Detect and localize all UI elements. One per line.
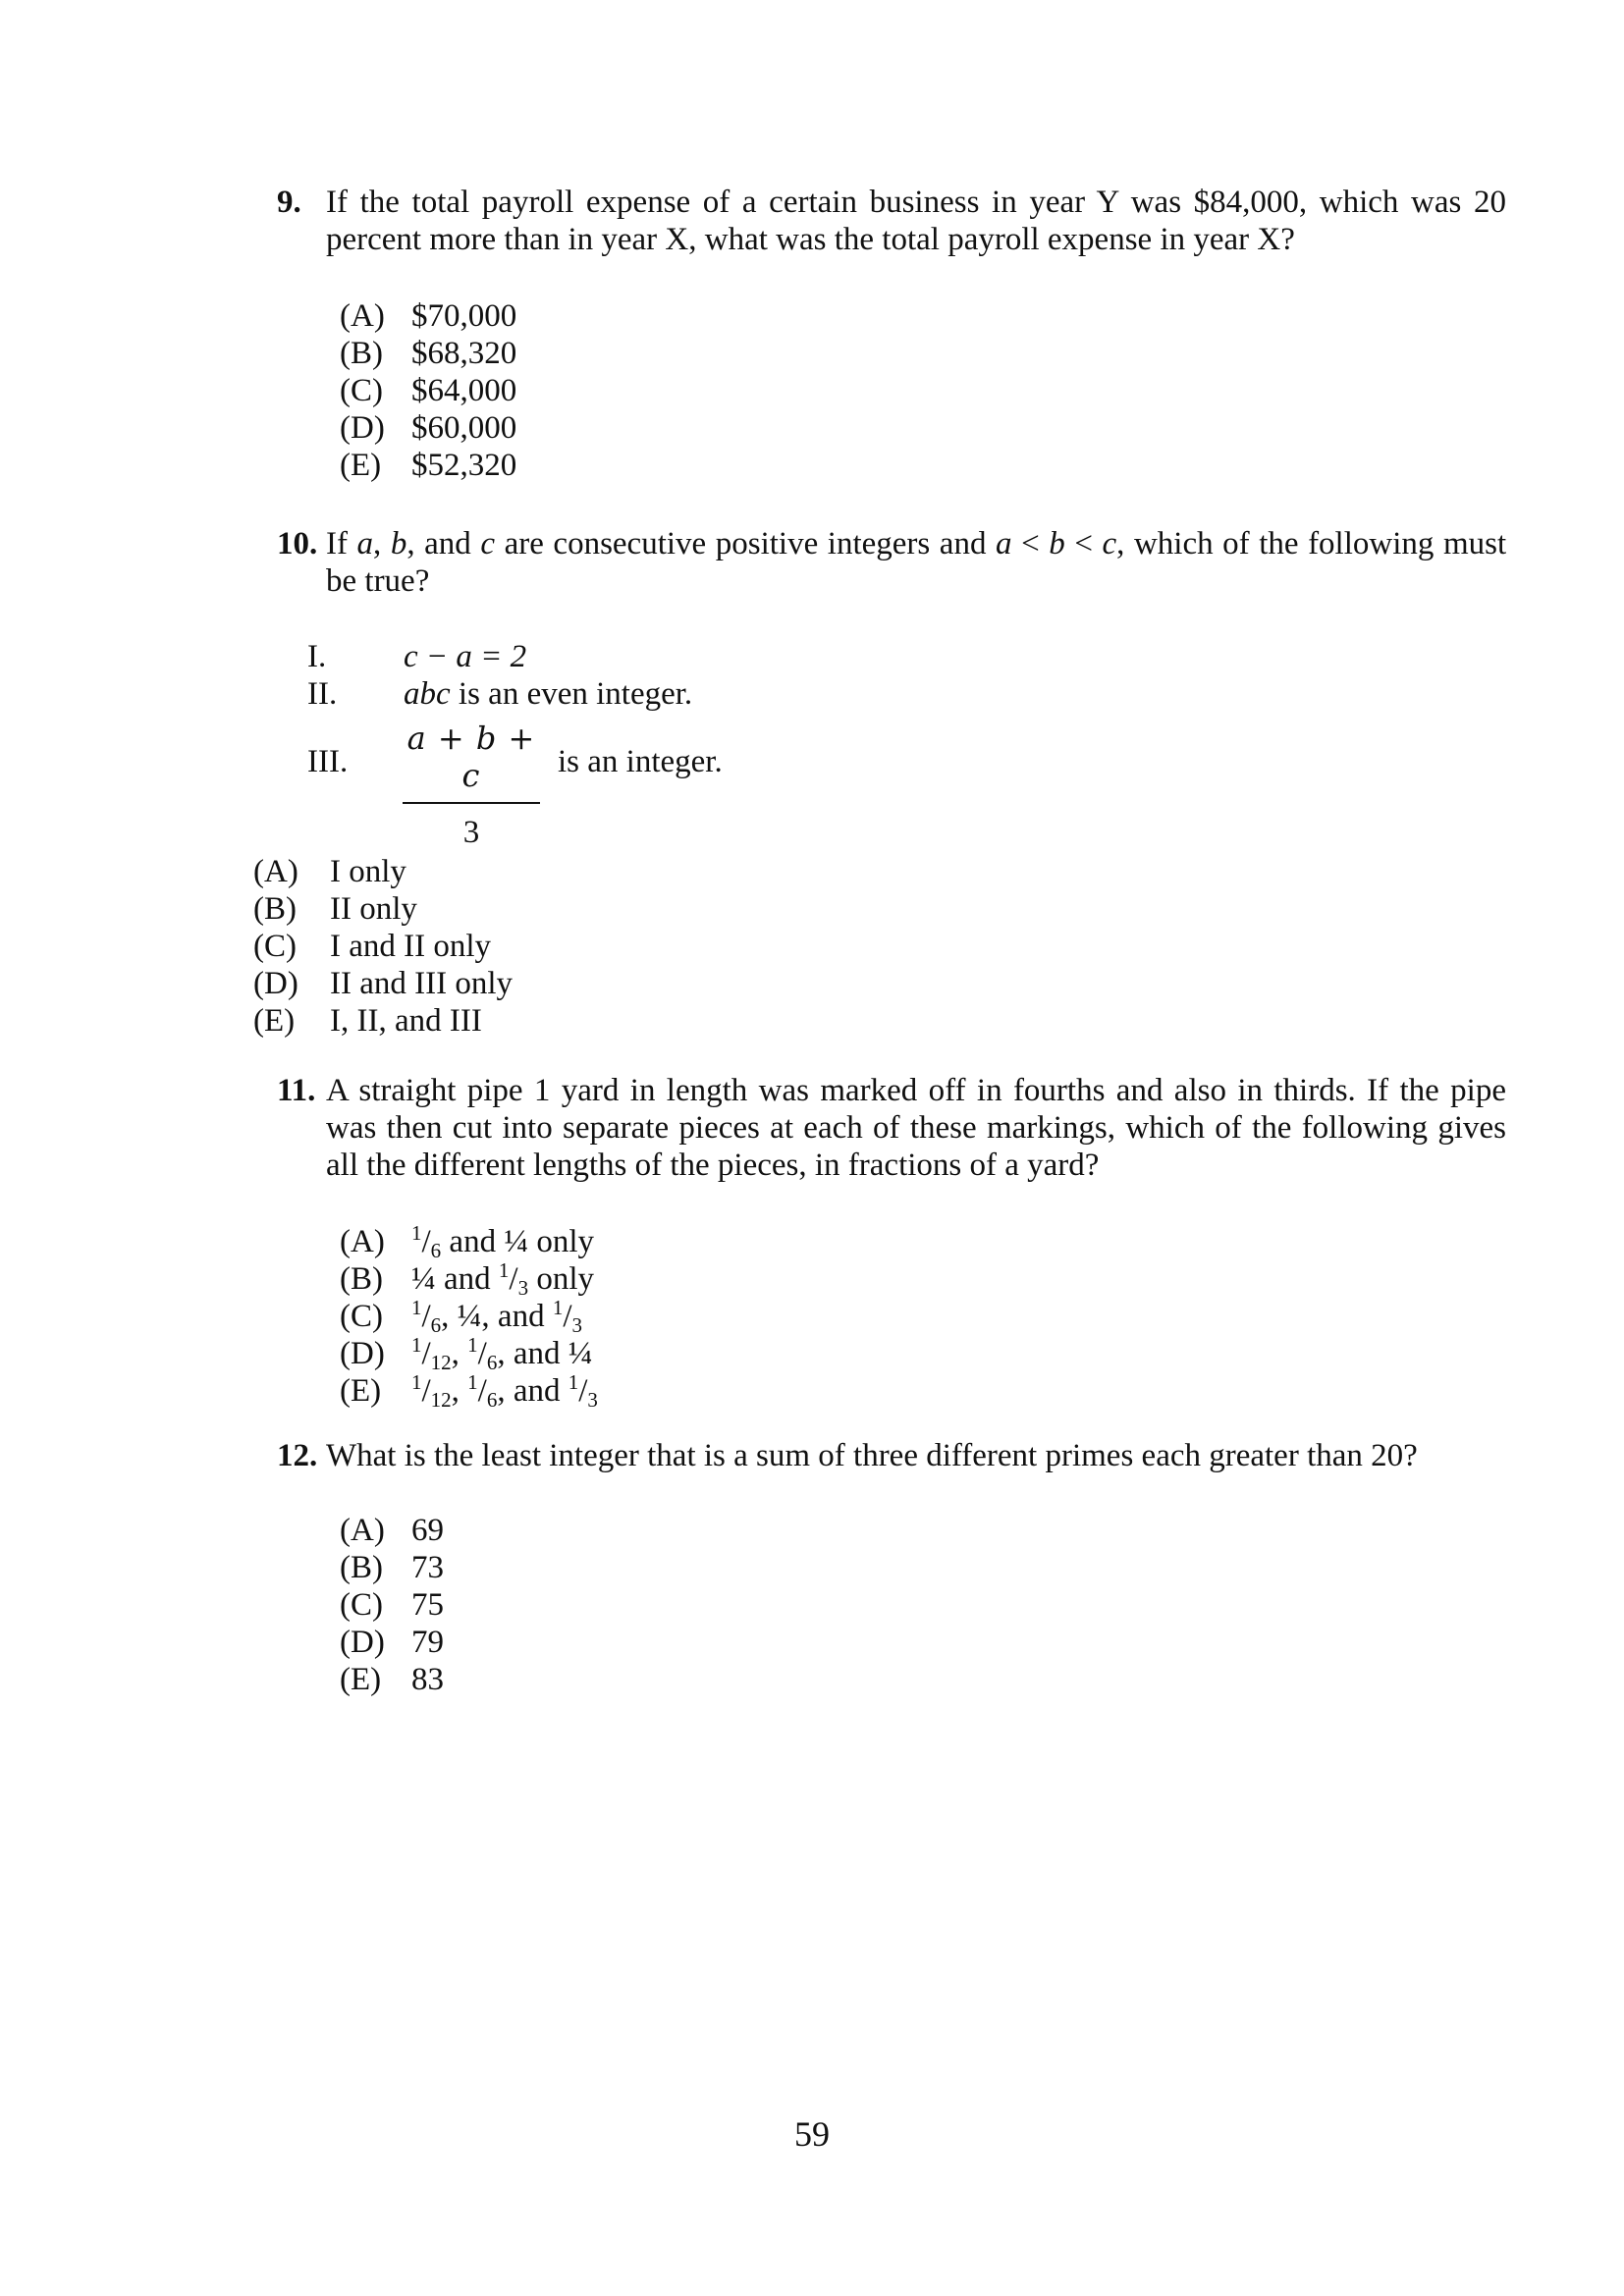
answer-choices-q11	[340, 1223, 598, 1410]
fraction-numerator: a + b + c	[406, 720, 536, 794]
choice-value: I, II, and III	[330, 1003, 482, 1039]
choice-label: (E)	[253, 1003, 296, 1039]
fraction-denominator: 3	[462, 815, 480, 850]
question-9	[277, 184, 1506, 258]
question-number: 10.	[277, 526, 318, 561]
choice-value: 83	[411, 1662, 444, 1697]
question-number: 9.	[277, 185, 301, 220]
roman-numeral: III.	[307, 744, 349, 779]
choice-label: (B)	[340, 1550, 383, 1585]
answer-choice[interactable]	[340, 1661, 444, 1698]
choice-label: (C)	[340, 373, 383, 408]
answer-choice[interactable]	[340, 1298, 598, 1335]
answer-choice[interactable]	[340, 1260, 598, 1298]
choice-value: ¼ and $^1/_3$ only	[411, 1258, 594, 1300]
answer-choice[interactable]	[340, 1372, 598, 1410]
answer-choice[interactable]	[340, 372, 516, 409]
choice-label: (D)	[340, 1336, 385, 1371]
choice-value: 75	[411, 1587, 444, 1623]
question-text: If a, b, and c are consecutive positive integers and a < b < c, which of the following must be true?	[326, 526, 1507, 599]
statement-text: abc is an even integer.	[404, 676, 693, 712]
question-number: 11.	[277, 1073, 316, 1108]
statement-expression: c − a = 2	[404, 639, 527, 674]
choice-value: $70,000	[411, 298, 517, 334]
choice-label: (B)	[253, 891, 297, 927]
choice-value: $68,320	[411, 336, 517, 371]
question-12	[277, 1437, 1506, 1474]
answer-choice[interactable]	[340, 1512, 444, 1549]
question-text: A straight pipe 1 yard in length was marked off in fourths and also in thirds. If the pipe was then cut into separate pieces at each of these markings, which of the following gives all the different lengths of the pieces, in fractions of a yard?	[326, 1073, 1506, 1183]
choice-label: (D)	[340, 410, 385, 446]
choice-label: (B)	[340, 336, 383, 371]
answer-choice[interactable]	[340, 1624, 444, 1661]
fraction-bar	[403, 802, 540, 804]
answer-choice[interactable]	[340, 447, 516, 484]
choice-value: $64,000	[411, 373, 517, 408]
answer-choices-q9	[340, 297, 516, 484]
answer-choices-q12	[340, 1512, 444, 1698]
statement-iii-text: is an integer.	[558, 744, 723, 779]
answer-choice[interactable]	[253, 928, 513, 965]
choice-value: I only	[330, 854, 406, 889]
answer-choice[interactable]	[253, 965, 513, 1002]
roman-numeral: I.	[307, 639, 327, 674]
choice-label: (A)	[340, 298, 385, 334]
choice-label: (C)	[340, 1299, 383, 1334]
answer-choice[interactable]	[253, 1002, 513, 1040]
question-text: If the total payroll expense of a certain business in year Y was $84,000, which was 20 percent more than in year X, what was the total payroll expense in year X?	[326, 185, 1506, 257]
choice-value: $60,000	[411, 410, 517, 446]
choice-label: (E)	[340, 1373, 382, 1409]
choice-value: 69	[411, 1513, 444, 1548]
question-number: 12.	[277, 1438, 318, 1473]
choice-value: $^1/_6$, ¼, and $^1/_3$	[411, 1296, 582, 1337]
answer-choice[interactable]	[340, 1586, 444, 1624]
answer-choice[interactable]	[340, 335, 516, 372]
fraction	[403, 720, 540, 851]
choice-label: (C)	[253, 929, 297, 964]
choice-label: (B)	[340, 1261, 383, 1297]
choice-value: II only	[330, 891, 417, 927]
choice-label: (D)	[340, 1625, 385, 1660]
answer-choice[interactable]	[340, 1549, 444, 1586]
choice-label: (C)	[340, 1587, 383, 1623]
choice-value: $52,320	[411, 448, 517, 483]
answer-choice[interactable]	[340, 1335, 598, 1372]
choice-label: (A)	[340, 1513, 385, 1548]
answer-choice[interactable]	[340, 409, 516, 447]
question-text: What is the least integer that is a sum of three different primes each greater than 20?	[326, 1438, 1418, 1473]
choice-value: $^1/_{12}$, $^1/_6$, and ¼	[411, 1333, 593, 1374]
choice-value: 73	[411, 1550, 444, 1585]
choice-label: (A)	[253, 854, 298, 889]
answer-choices-q10	[253, 853, 513, 1040]
choice-value: I and II only	[330, 929, 492, 964]
choice-value: 79	[411, 1625, 444, 1660]
roman-numeral: II.	[307, 676, 338, 712]
answer-choice[interactable]	[253, 890, 513, 928]
answer-choice[interactable]	[340, 297, 516, 335]
choice-label: (E)	[340, 448, 382, 483]
page-number: 59	[794, 2114, 830, 2154]
choice-label: (E)	[340, 1662, 382, 1697]
answer-choice[interactable]	[253, 853, 513, 890]
choice-label: (D)	[253, 966, 298, 1001]
choice-value: II and III only	[330, 966, 514, 1001]
question-10	[277, 525, 1506, 600]
choice-label: (A)	[340, 1224, 385, 1259]
answer-choice[interactable]	[340, 1223, 598, 1260]
choice-value: $^1/_{12}$, $^1/_6$, and $^1/_3$	[411, 1370, 598, 1412]
question-11	[277, 1072, 1506, 1184]
choice-value: $^1/_6$ and ¼ only	[411, 1221, 594, 1262]
